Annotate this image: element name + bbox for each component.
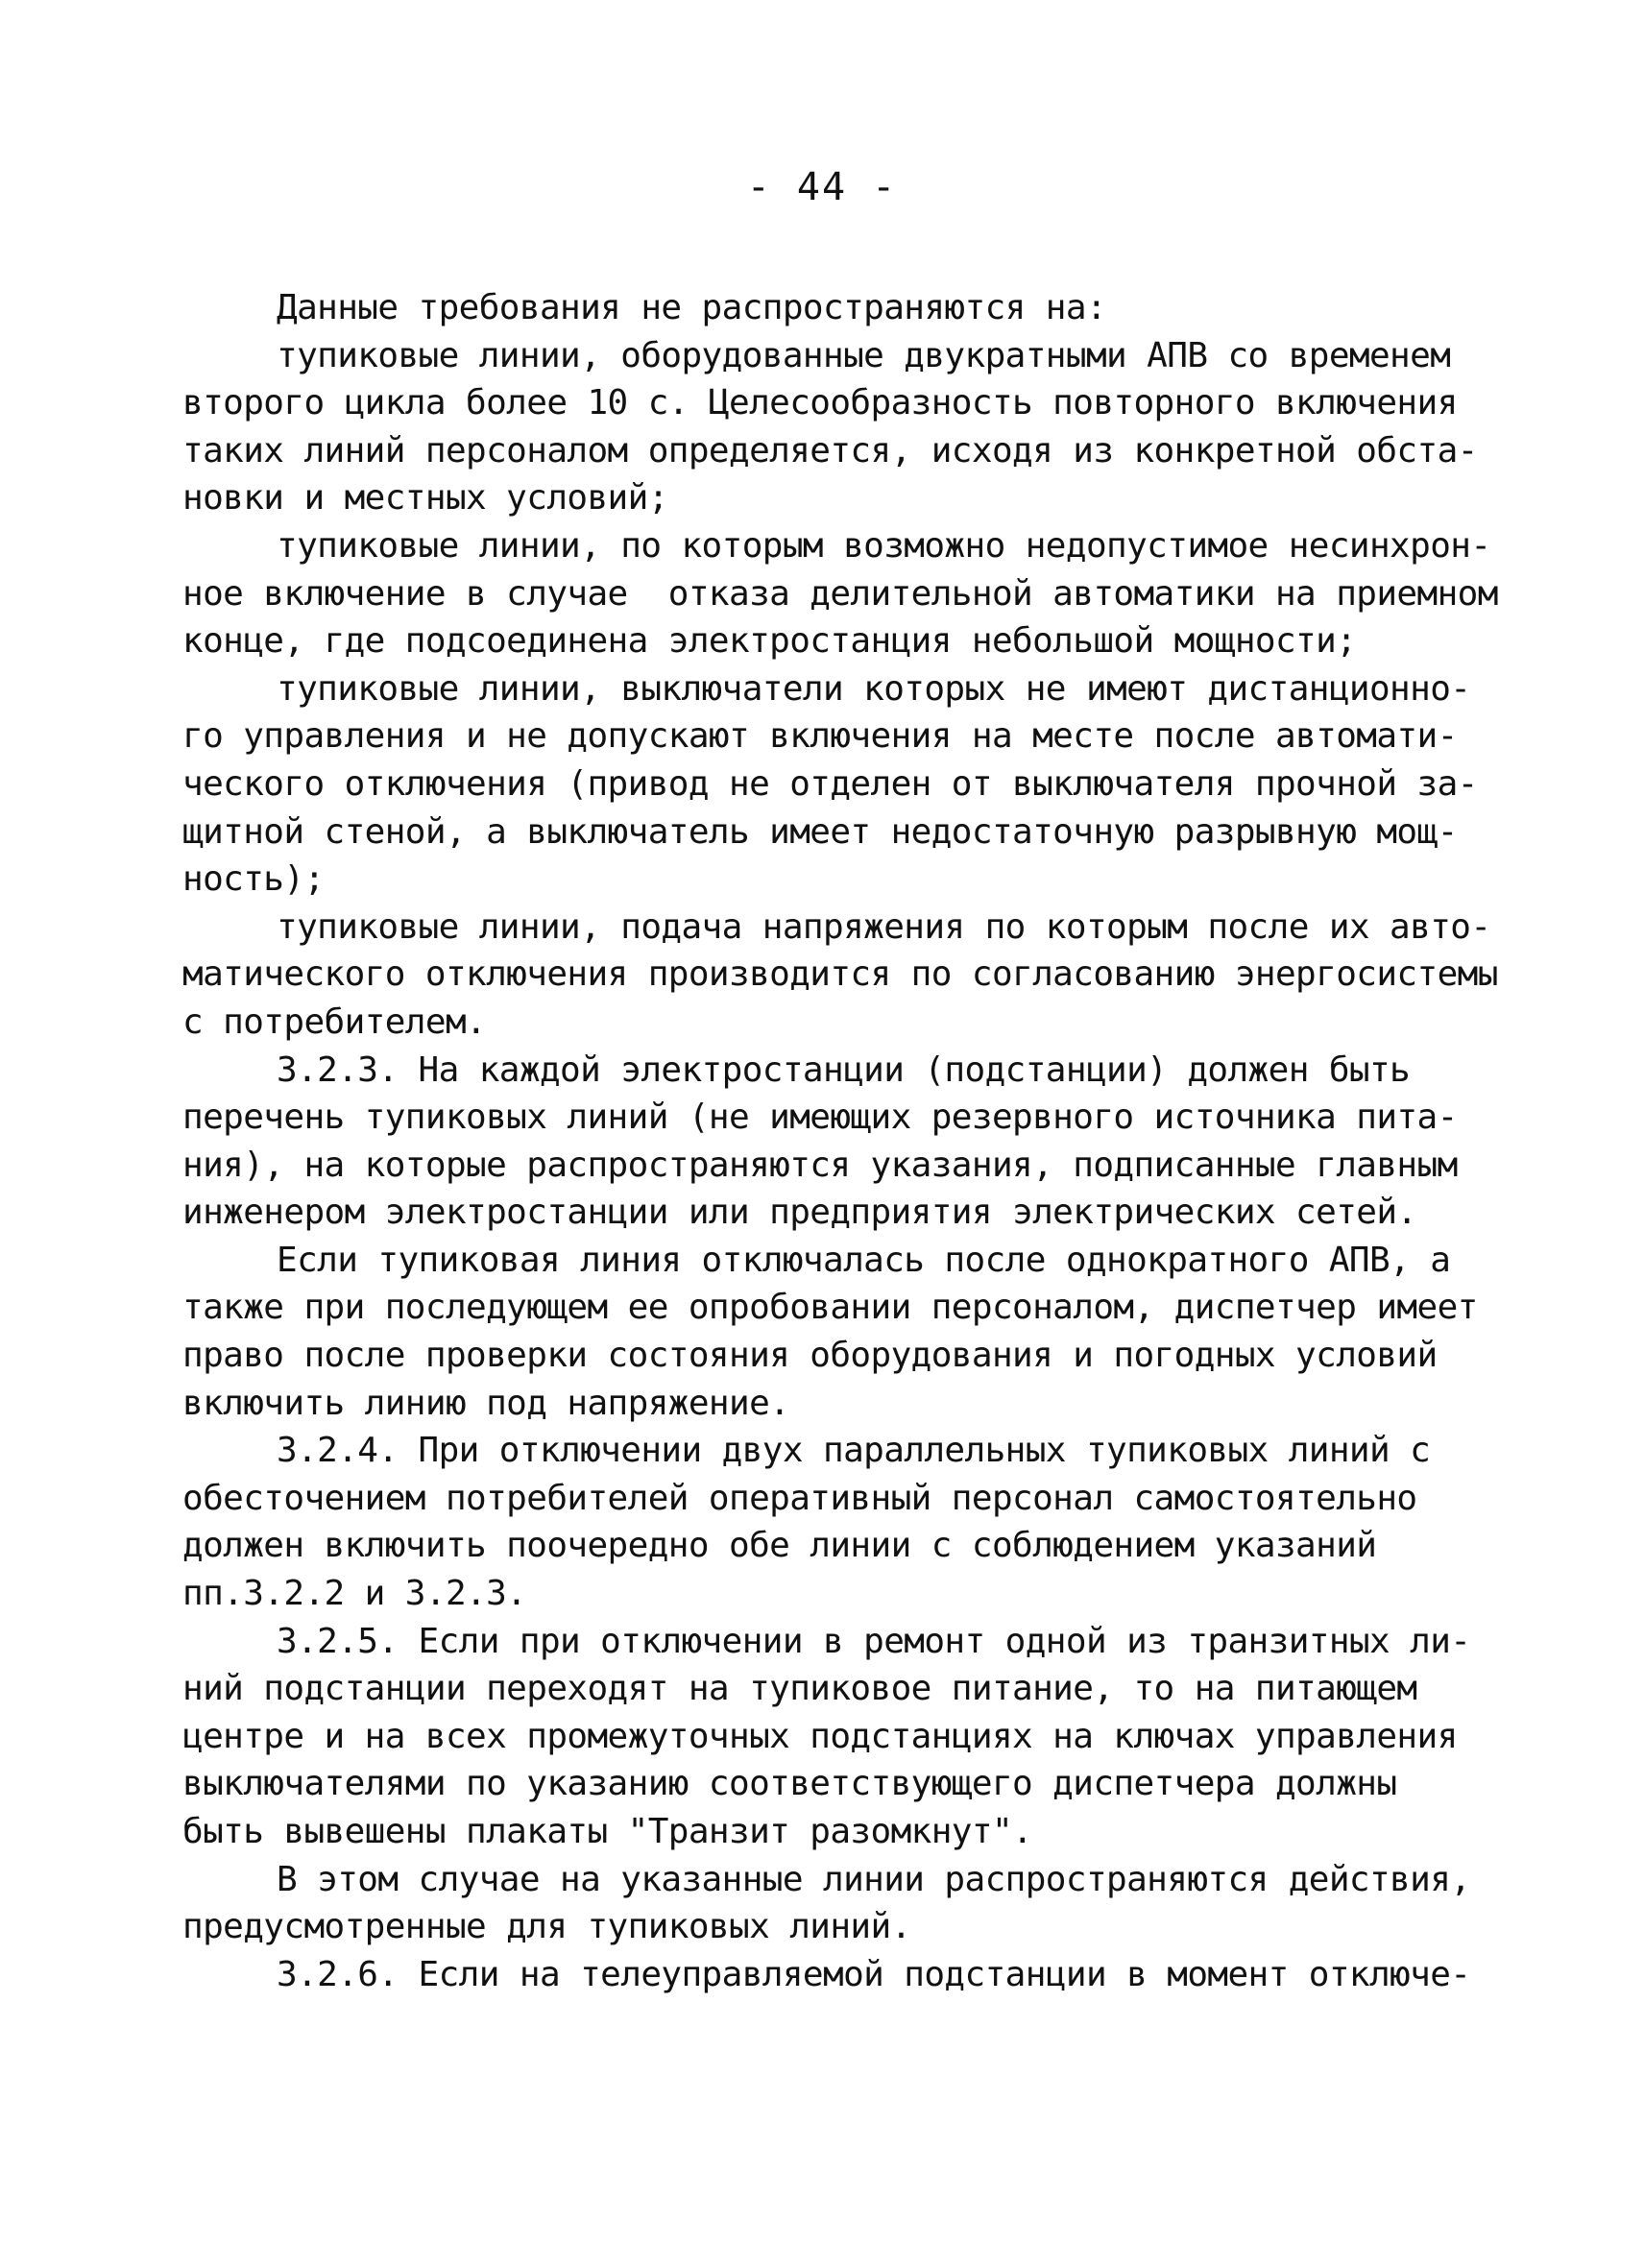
- text-line: предусмотренные для тупиковых линий.: [182, 1907, 911, 1947]
- text-line: 3.2.5. Если при отключении в ремонт одной из транзитных ли-: [277, 1621, 1471, 1661]
- text-line: тупиковые линии, оборудованные двукратными АПВ со временем: [277, 335, 1451, 375]
- text-line: второго цикла более 10 с. Целесообразность повторного включения: [182, 383, 1458, 423]
- text-line: ния), на которые распространяются указания, подписанные главным: [182, 1145, 1458, 1185]
- text-line: щитной стеной, а выключатель имеет недостаточную разрывную мощ-: [182, 811, 1458, 852]
- body-text: [182, 284, 1498, 1998]
- text-line: 3.2.4. При отключении двух параллельных тупиковых линий с: [277, 1431, 1431, 1471]
- text-line: быть вывешены плакаты "Транзит разомкнут".: [182, 1812, 1033, 1851]
- text-line: перечень тупиковых линий (не имеющих резервного источника пита-: [182, 1098, 1458, 1138]
- text-line: Если тупиковая линия отключалась после однократного АПВ, а: [277, 1240, 1451, 1280]
- text-line: ное включение в случае отказа делительной автоматики на приемном: [182, 573, 1498, 614]
- text-line: выключателями по указанию соответствующего диспетчера должны: [182, 1764, 1397, 1804]
- text-line: с потребителем.: [182, 1001, 487, 1042]
- text-line: ческого отключения (привод не отделен от выключателя прочной за-: [182, 763, 1478, 804]
- text-line: ний подстанции переходят на тупиковое питание, то на питающем: [182, 1669, 1417, 1709]
- text-line: центре и на всех промежуточных подстанциях на ключах управления: [182, 1716, 1458, 1756]
- page-number: - 44 -: [746, 165, 898, 209]
- text-line: Данные требования не распространяются на:: [277, 288, 1107, 327]
- text-line: таких линий персоналом определяется, исходя из конкретной обста-: [182, 430, 1478, 470]
- text-line: обесточением потребителей оперативный персонал самостоятельно: [182, 1478, 1417, 1518]
- text-line: новки и местных условий;: [182, 478, 668, 519]
- text-line: тупиковые линии, по которым возможно недопустимое несинхрон-: [277, 525, 1491, 566]
- text-line: В этом случае на указанные линии распространяются действия,: [277, 1859, 1471, 1899]
- text-line: право после проверки состояния оборудования и погодных условий: [182, 1336, 1438, 1376]
- text-line: матического отключения производится по согласованию энергосистемы: [182, 954, 1498, 995]
- text-line: пп.3.2.2 и 3.2.3.: [182, 1574, 527, 1614]
- text-line: должен включить поочередно обе линии с соблюдением указаний: [182, 1526, 1377, 1566]
- text-line: инженером электростанции или предприятия электрических сетей.: [182, 1193, 1417, 1233]
- text-line: го управления и не допускают включения на месте после автомати-: [182, 716, 1458, 757]
- text-line: 3.2.3. На каждой электростанции (подстанции) должен быть: [277, 1050, 1411, 1090]
- text-line: также при последующем ее опробовании персоналом, диспетчер имеет: [182, 1288, 1478, 1328]
- text-line: 3.2.6. Если на телеуправляемой подстанции в момент отключе-: [277, 1954, 1471, 1994]
- text-line: ность);: [182, 859, 325, 900]
- text-line: включить линию под напряжение.: [182, 1383, 790, 1423]
- text-line: конце, где подсоединена электростанция небольшой мощности;: [182, 621, 1357, 662]
- text-line: тупиковые линии, выключатели которых не имеют дистанционно-: [277, 668, 1471, 709]
- text-line: тупиковые линии, подача напряжения по которым после их авто-: [277, 906, 1491, 947]
